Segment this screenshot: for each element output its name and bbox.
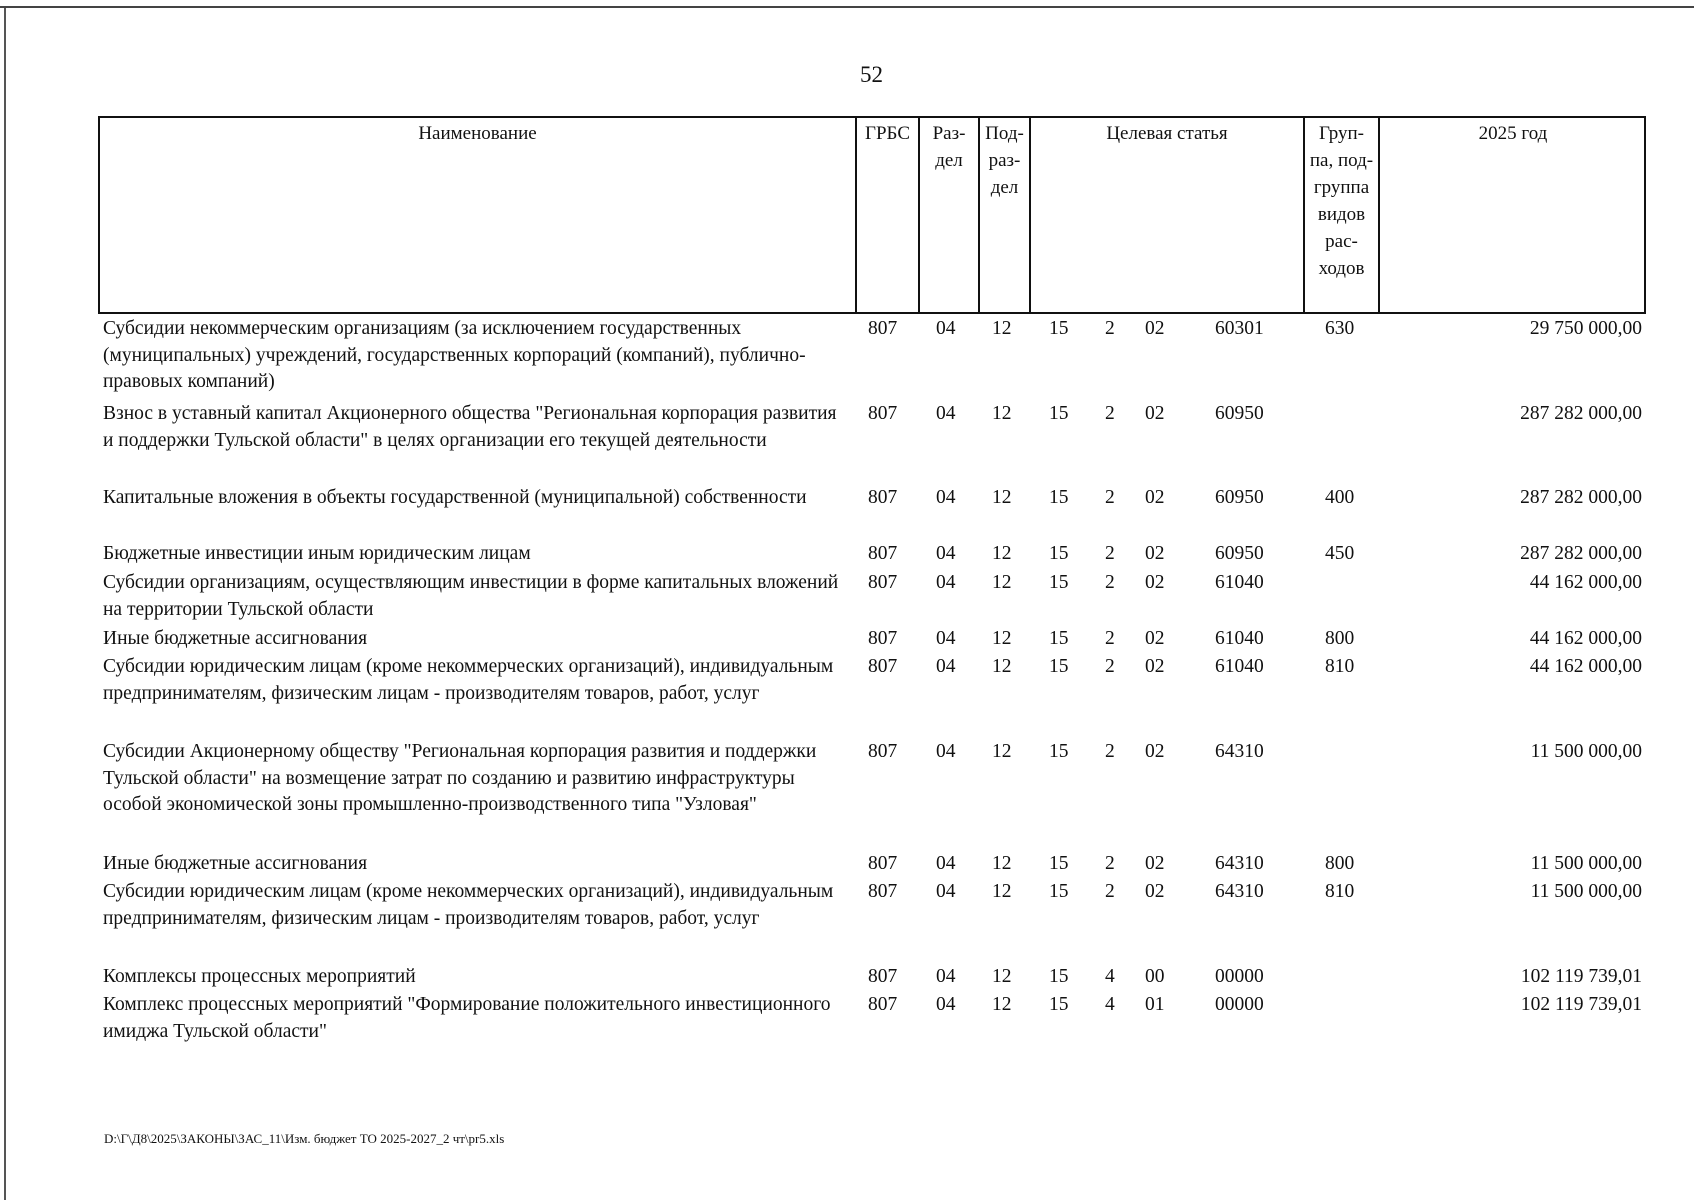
name-cell: Бюджетные инвестиции иным юридическим лицам [103,543,531,564]
target-direction-cell: 61040 [1215,656,1264,677]
header-year: 2025 год [1478,123,1548,144]
target-event-cell: 02 [1145,741,1165,762]
razdel-cell: 04 [936,656,956,677]
target-event-cell: 01 [1145,994,1165,1015]
target-program-cell: 15 [1049,853,1069,874]
target-subprogram-cell: 2 [1105,543,1115,564]
target-subprogram-cell: 4 [1105,966,1115,987]
target-event-cell: 02 [1145,543,1165,564]
name-cell: Иные бюджетные ассигнования [103,853,368,874]
target-event-cell: 02 [1145,881,1165,902]
razdel-cell: 04 [936,318,956,339]
podrazdel-cell: 12 [992,656,1012,677]
target-event-cell: 02 [1145,487,1165,508]
name-cell: Капитальные вложения в объекты государственной (муниципальной) собственности [103,487,807,508]
razdel-cell: 04 [936,853,956,874]
target-subprogram-cell: 4 [1105,994,1115,1015]
razdel-cell: 04 [936,628,956,649]
target-subprogram-cell: 2 [1105,741,1115,762]
podrazdel-cell: 12 [992,853,1012,874]
target-program-cell: 15 [1049,543,1069,564]
grbs-cell: 807 [868,741,898,762]
target-subprogram-cell: 2 [1105,572,1115,593]
grbs-cell: 807 [868,656,898,677]
grbs-cell: 807 [868,487,898,508]
target-event-cell: 02 [1145,853,1165,874]
amount-cell: 29 750 000,00 [1529,318,1642,339]
expense-type-cell: 800 [1325,853,1355,874]
name-cell: Субсидии Акционерному обществу "Региональная корпорация развития и поддержки Тульской области" на возмещение затрат по созданию и развитию инфраструктуры особой экономической зоны промышленно-производственного типа "Узловая" [103,741,817,815]
podrazdel-cell: 12 [992,881,1012,902]
amount-cell: 102 119 739,01 [1520,966,1642,987]
target-direction-cell: 61040 [1215,628,1264,649]
amount-cell: 11 500 000,00 [1530,853,1642,874]
header-grbs: ГРБС [864,123,910,144]
amount-cell: 11 500 000,00 [1530,881,1642,902]
header-name: Наименование [418,123,537,144]
razdel-cell: 04 [936,881,956,902]
name-cell: Комплексы процессных мероприятий [103,966,416,987]
target-event-cell: 02 [1145,403,1165,424]
razdel-cell: 04 [936,487,956,508]
expense-type-cell: 810 [1325,881,1355,902]
amount-cell: 44 162 000,00 [1529,628,1642,649]
amount-cell: 287 282 000,00 [1520,403,1642,424]
target-direction-cell: 60301 [1215,318,1264,339]
amount-cell: 102 119 739,01 [1520,994,1642,1015]
header-divider [1029,118,1031,312]
name-cell: Субсидии юридическим лицам (кроме некоммерческих организаций), индивидуальным предпринимателям, физическим лицам - производителям товаров, работ, услуг [103,881,834,929]
target-program-cell: 15 [1049,881,1069,902]
target-direction-cell: 61040 [1215,572,1264,593]
expense-type-cell: 400 [1325,487,1355,508]
target-event-cell: 02 [1145,628,1165,649]
target-event-cell: 00 [1145,966,1165,987]
expense-type-cell: 630 [1325,318,1355,339]
target-program-cell: 15 [1049,994,1069,1015]
name-cell: Субсидии юридическим лицам (кроме некоммерческих организаций), индивидуальным предпринимателям, физическим лицам - производителям товаров, работ, услуг [103,656,834,704]
podrazdel-cell: 12 [992,403,1012,424]
amount-cell: 44 162 000,00 [1529,572,1642,593]
target-program-cell: 15 [1049,318,1069,339]
target-direction-cell: 64310 [1215,741,1264,762]
podrazdel-cell: 12 [992,994,1012,1015]
razdel-cell: 04 [936,741,956,762]
header-target-article: Целевая статья [1106,123,1228,144]
scan-border-top [0,6,1694,8]
target-event-cell: 02 [1145,572,1165,593]
grbs-cell: 807 [868,628,898,649]
target-subprogram-cell: 2 [1105,881,1115,902]
target-program-cell: 15 [1049,966,1069,987]
header-divider [1378,118,1380,312]
target-direction-cell: 60950 [1215,543,1264,564]
razdel-cell: 04 [936,543,956,564]
amount-cell: 287 282 000,00 [1520,487,1642,508]
target-event-cell: 02 [1145,318,1165,339]
grbs-cell: 807 [868,881,898,902]
scan-border-left [4,8,6,1200]
podrazdel-cell: 12 [992,741,1012,762]
target-subprogram-cell: 2 [1105,487,1115,508]
target-program-cell: 15 [1049,656,1069,677]
grbs-cell: 807 [868,403,898,424]
file-path-footer: D:\Г\Д8\2025\ЗАКОНЫ\ЗАС_11\Изм. бюджет ТО 2025-2027_2 чт\pr5.xls [104,1131,505,1146]
name-cell: Взнос в уставный капитал Акционерного общества "Региональная корпорация развития и поддержки Тульской области" в целях организации его текущей деятельности [103,403,837,451]
target-subprogram-cell: 2 [1105,628,1115,649]
grbs-cell: 807 [868,318,898,339]
header-expense-group: Груп- па, под- группа видов рас- ходов [1309,123,1374,279]
target-subprogram-cell: 2 [1105,853,1115,874]
grbs-cell: 807 [868,994,898,1015]
razdel-cell: 04 [936,994,956,1015]
podrazdel-cell: 12 [992,318,1012,339]
table-header [98,116,1646,314]
podrazdel-cell: 12 [992,628,1012,649]
expense-type-cell: 450 [1325,543,1355,564]
name-cell: Иные бюджетные ассигнования [103,628,368,649]
target-program-cell: 15 [1049,741,1069,762]
razdel-cell: 04 [936,572,956,593]
grbs-cell: 807 [868,572,898,593]
target-direction-cell: 60950 [1215,403,1264,424]
target-direction-cell: 00000 [1215,994,1264,1015]
name-cell: Комплекс процессных мероприятий "Формирование положительного инвестиционного имиджа Тульской области" [103,994,831,1042]
grbs-cell: 807 [868,853,898,874]
target-subprogram-cell: 2 [1105,656,1115,677]
target-direction-cell: 60950 [1215,487,1264,508]
target-program-cell: 15 [1049,628,1069,649]
target-subprogram-cell: 2 [1105,318,1115,339]
target-subprogram-cell: 2 [1105,403,1115,424]
expense-type-cell: 810 [1325,656,1355,677]
podrazdel-cell: 12 [992,966,1012,987]
name-cell: Субсидии организациям, осуществляющим инвестиции в форме капитальных вложений на территории Тульской области [103,572,839,620]
name-cell: Субсидии некоммерческим организациям (за исключением государственных (муниципальных) учреждений, государственных корпораций (компаний), публично-правовых компаний) [103,318,806,392]
page-number: 52 [860,62,883,87]
podrazdel-cell: 12 [992,543,1012,564]
amount-cell: 287 282 000,00 [1520,543,1642,564]
target-direction-cell: 64310 [1215,853,1264,874]
podrazdel-cell: 12 [992,572,1012,593]
header-podrazdel: Под- раз- дел [985,123,1024,198]
target-event-cell: 02 [1145,656,1165,677]
target-program-cell: 15 [1049,403,1069,424]
target-program-cell: 15 [1049,487,1069,508]
amount-cell: 11 500 000,00 [1530,741,1642,762]
target-direction-cell: 64310 [1215,881,1264,902]
razdel-cell: 04 [936,403,956,424]
razdel-cell: 04 [936,966,956,987]
amount-cell: 44 162 000,00 [1529,656,1642,677]
target-program-cell: 15 [1049,572,1069,593]
podrazdel-cell: 12 [992,487,1012,508]
header-divider [855,118,857,312]
grbs-cell: 807 [868,966,898,987]
grbs-cell: 807 [868,543,898,564]
target-direction-cell: 00000 [1215,966,1264,987]
expense-type-cell: 800 [1325,628,1355,649]
header-razdel: Раз- дел [932,123,966,171]
